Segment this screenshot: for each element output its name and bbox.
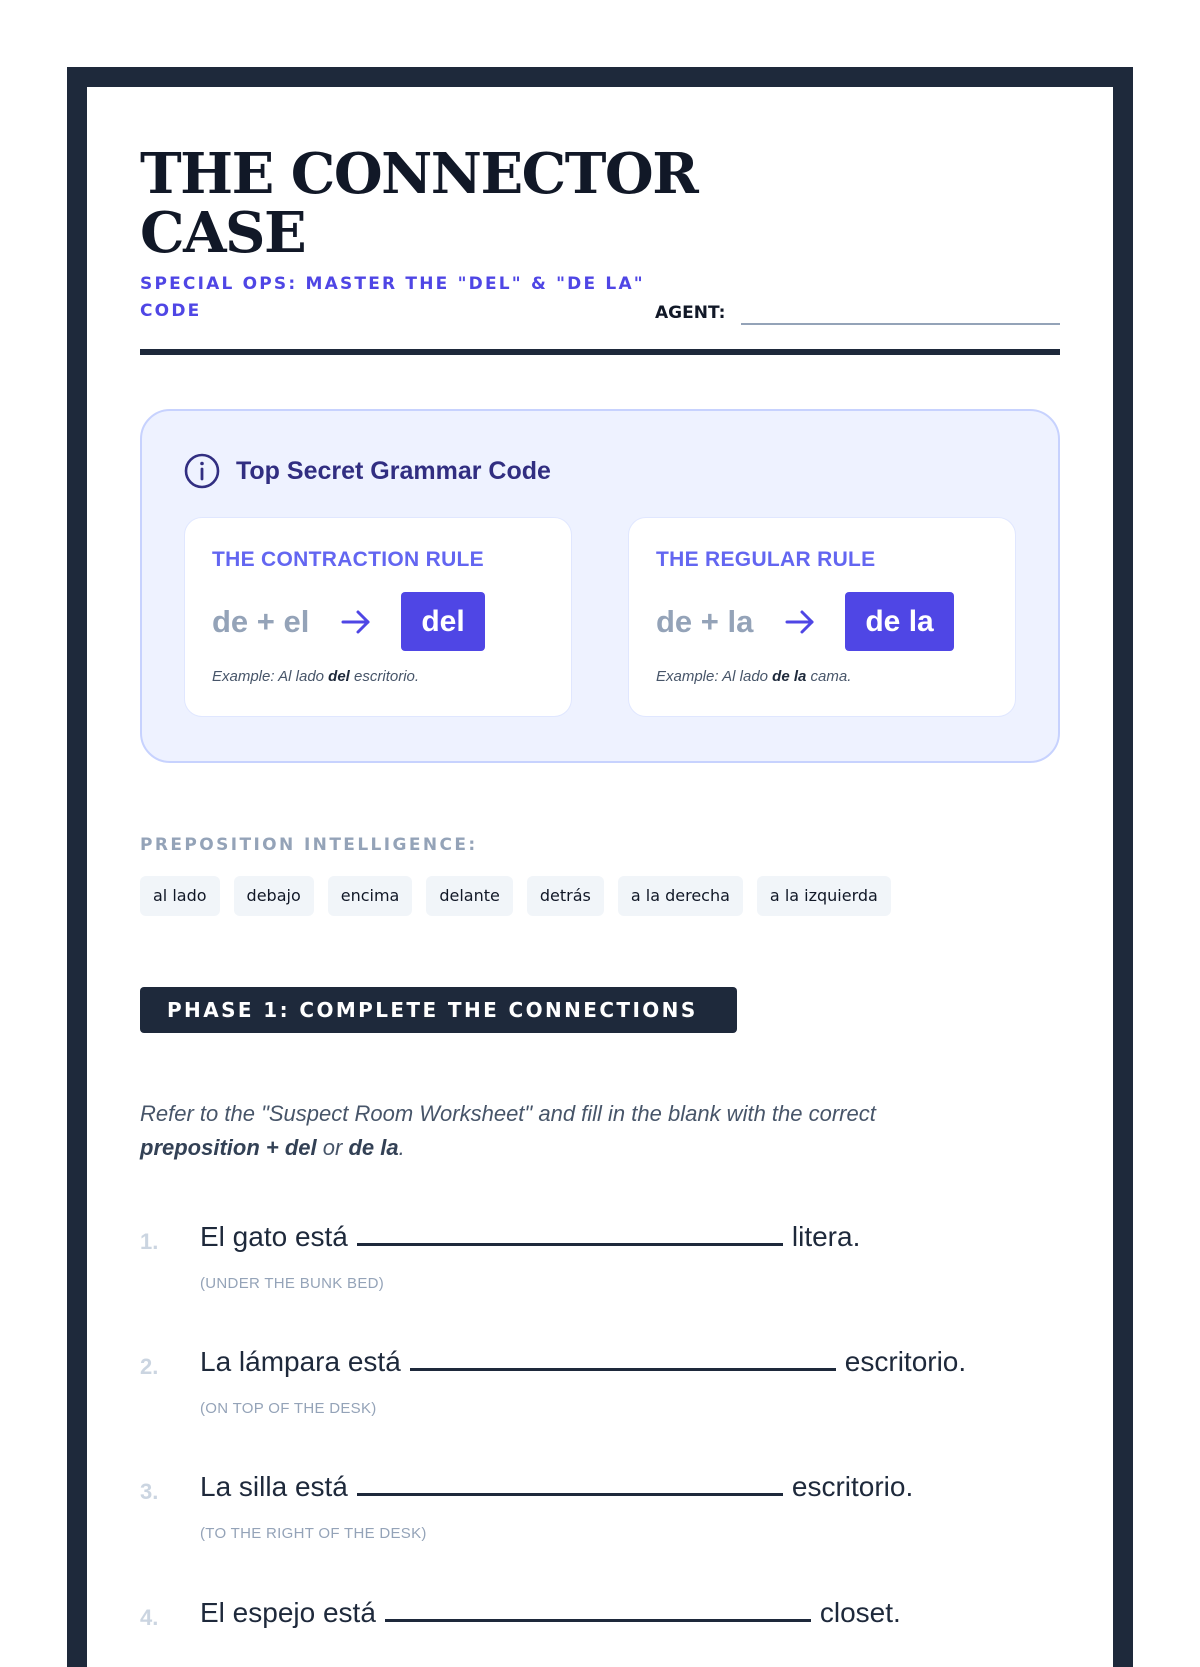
grammar-code-header [184, 453, 551, 489]
preposition-chip: detrás [527, 876, 604, 916]
preposition-chip: debajo [234, 876, 314, 916]
phase-1-heading: PHASE 1: COMPLETE THE CONNECTIONS [140, 987, 737, 1033]
item-sentence [200, 1346, 966, 1378]
preposition-chip: a la derecha [618, 876, 743, 916]
item-hint: (UNDER THE BUNK BED) [200, 1275, 385, 1292]
sentence-start: La lámpara está [200, 1346, 401, 1377]
preposition-chip: encima [328, 876, 413, 916]
rule-input: de + la [656, 603, 754, 639]
item-number: 3. [140, 1479, 159, 1504]
worksheet-page [67, 67, 1133, 1667]
item-number: 4. [140, 1605, 159, 1630]
sentence-start: La silla está [200, 1471, 348, 1502]
preposition-chip: delante [426, 876, 513, 916]
sentence-end: closet. [819, 1597, 901, 1628]
item-number: 1. [140, 1229, 159, 1254]
rule-name: THE REGULAR RULE [656, 548, 876, 571]
sentence-start: El espejo está [200, 1597, 376, 1628]
header-divider [140, 349, 1060, 355]
item-sentence [200, 1221, 860, 1253]
phase-1-instructions: Refer to the "Suspect Room Worksheet" and fill in the blank with the correct preposition + del or de la. [140, 1101, 876, 1160]
sentence-end: litera. [791, 1221, 861, 1252]
answer-blank[interactable] [357, 1493, 783, 1496]
grammar-code-title: Top Secret Grammar Code [236, 456, 551, 485]
answer-blank[interactable] [357, 1243, 783, 1246]
sentence-end: escritorio. [844, 1346, 967, 1377]
agent-label: AGENT: [655, 303, 726, 323]
preposition-chip: al lado [140, 876, 220, 916]
rule-result-badge: del [401, 592, 484, 651]
grammar-code-panel [140, 409, 1060, 763]
preposition-chip: a la izquierda [757, 876, 891, 916]
rule-formula [212, 592, 485, 651]
item-hint: (ON TOP OF THE DESK) [200, 1400, 377, 1417]
arrow-right-icon [339, 605, 373, 639]
sentence-start: El gato está [200, 1221, 348, 1252]
preposition-chip-list [140, 876, 891, 916]
page-title: THE CONNECTOR CASE [140, 141, 698, 266]
rule-formula [656, 592, 954, 651]
rule-example: Example: Al lado del escritorio. [212, 668, 420, 685]
agent-name-field[interactable] [741, 323, 1060, 325]
rule-example: Example: Al lado de la cama. [656, 668, 852, 685]
regular-rule-card [628, 517, 1016, 717]
sentence-end: escritorio. [791, 1471, 914, 1502]
contraction-rule-card [184, 517, 572, 717]
rule-input: de + el [212, 603, 310, 639]
item-hint: (TO THE RIGHT OF THE DESK) [200, 1525, 427, 1542]
item-sentence [200, 1471, 913, 1503]
rule-name: THE CONTRACTION RULE [212, 548, 484, 571]
answer-blank[interactable] [410, 1368, 836, 1371]
item-number: 2. [140, 1354, 159, 1379]
preposition-intelligence-label: PREPOSITION INTELLIGENCE: [140, 835, 478, 855]
rule-result-badge: de la [845, 592, 953, 651]
arrow-right-icon [783, 605, 817, 639]
page-subtitle: SPECIAL OPS: MASTER THE "DEL" & "DE LA" CODE [140, 274, 645, 321]
info-icon [184, 453, 220, 489]
item-sentence [200, 1597, 901, 1629]
answer-blank[interactable] [385, 1619, 811, 1622]
